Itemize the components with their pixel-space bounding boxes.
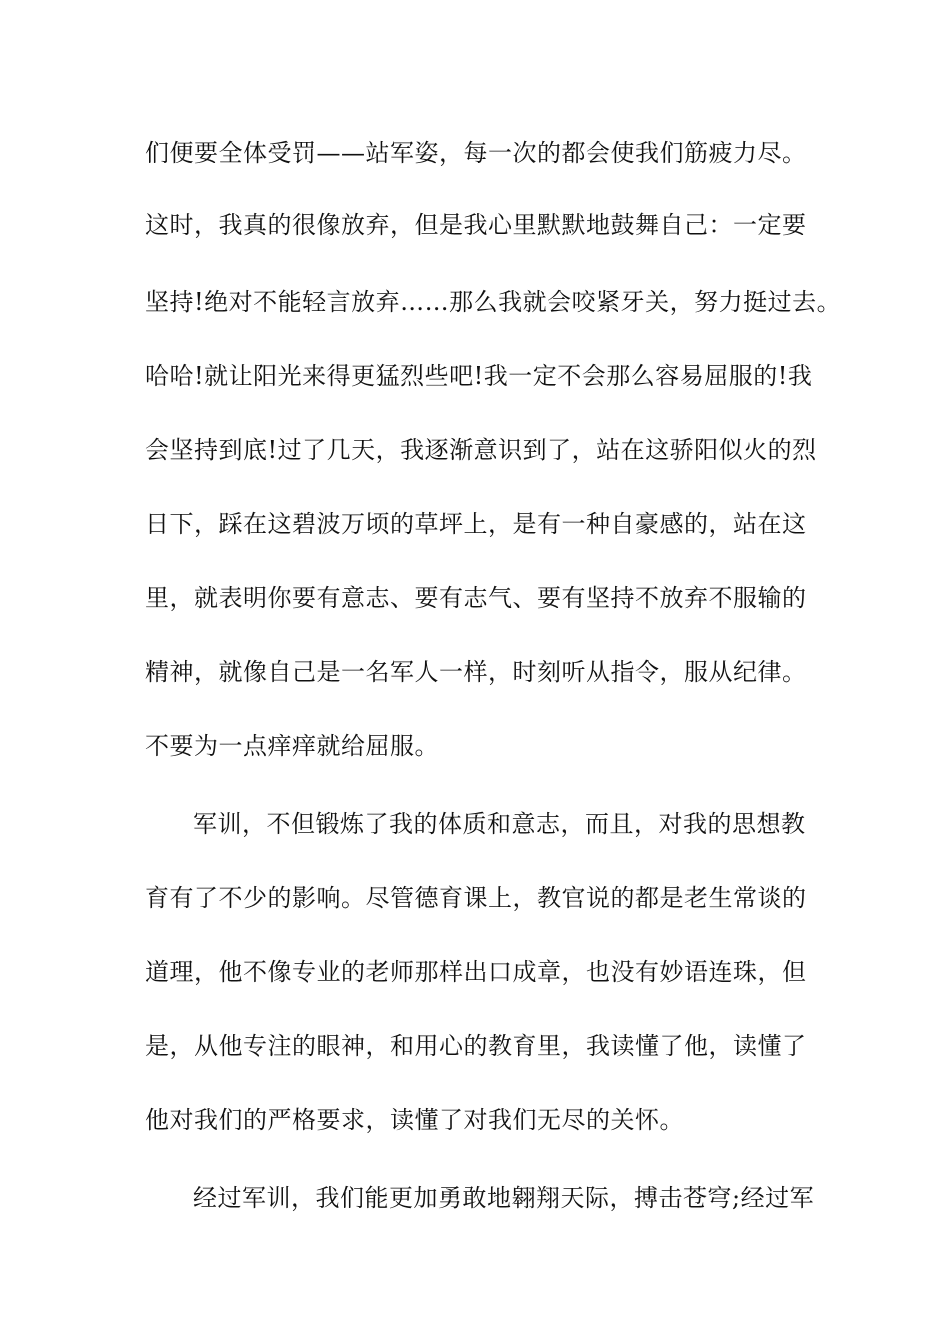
text-line: 哈哈!就让阳光来得更猛烈些吧!我一定不会那么容易屈服的!我: [145, 362, 813, 390]
text-line: 日下，踩在这碧波万顷的草坪上，是有一种自豪感的，站在这: [145, 510, 807, 538]
text-line: 不要为一点痒痒就给屈服。: [145, 732, 439, 760]
text-line: 这时，我真的很像放弃，但是我心里默默地鼓舞自己：一定要: [145, 211, 807, 239]
text-line: 坚持!绝对不能轻言放弃……那么我就会咬紧牙关，努力挺过去。: [145, 288, 842, 316]
paragraph-first-line: 经过军训，我们能更加勇敢地翱翔天际，搏击苍穹;经过军: [193, 1184, 815, 1212]
text-line: 里，就表明你要有意志、要有志气、要有坚持不放弃不服输的: [145, 584, 807, 612]
text-line: 是，从他专注的眼神，和用心的教育里，我读懂了他，读懂了: [145, 1032, 807, 1060]
text-line: 他对我们的严格要求，读懂了对我们无尽的关怀。: [145, 1106, 684, 1134]
text-line: 育有了不少的影响。尽管德育课上，教官说的都是老生常谈的: [145, 884, 807, 912]
text-line: 会坚持到底!过了几天，我逐渐意识到了，站在这骄阳似火的烈: [145, 436, 817, 464]
text-line: 精神，就像自己是一名军人一样，时刻听从指令，服从纪律。: [145, 658, 807, 686]
paragraph-first-line: 军训，不但锻炼了我的体质和意志，而且，对我的思想教: [193, 810, 806, 838]
text-line: 道理，他不像专业的老师那样出口成章，也没有妙语连珠，但: [145, 958, 807, 986]
text-line: 们便要全体受罚——站军姿，每一次的都会使我们筋疲力尽。: [145, 139, 807, 167]
